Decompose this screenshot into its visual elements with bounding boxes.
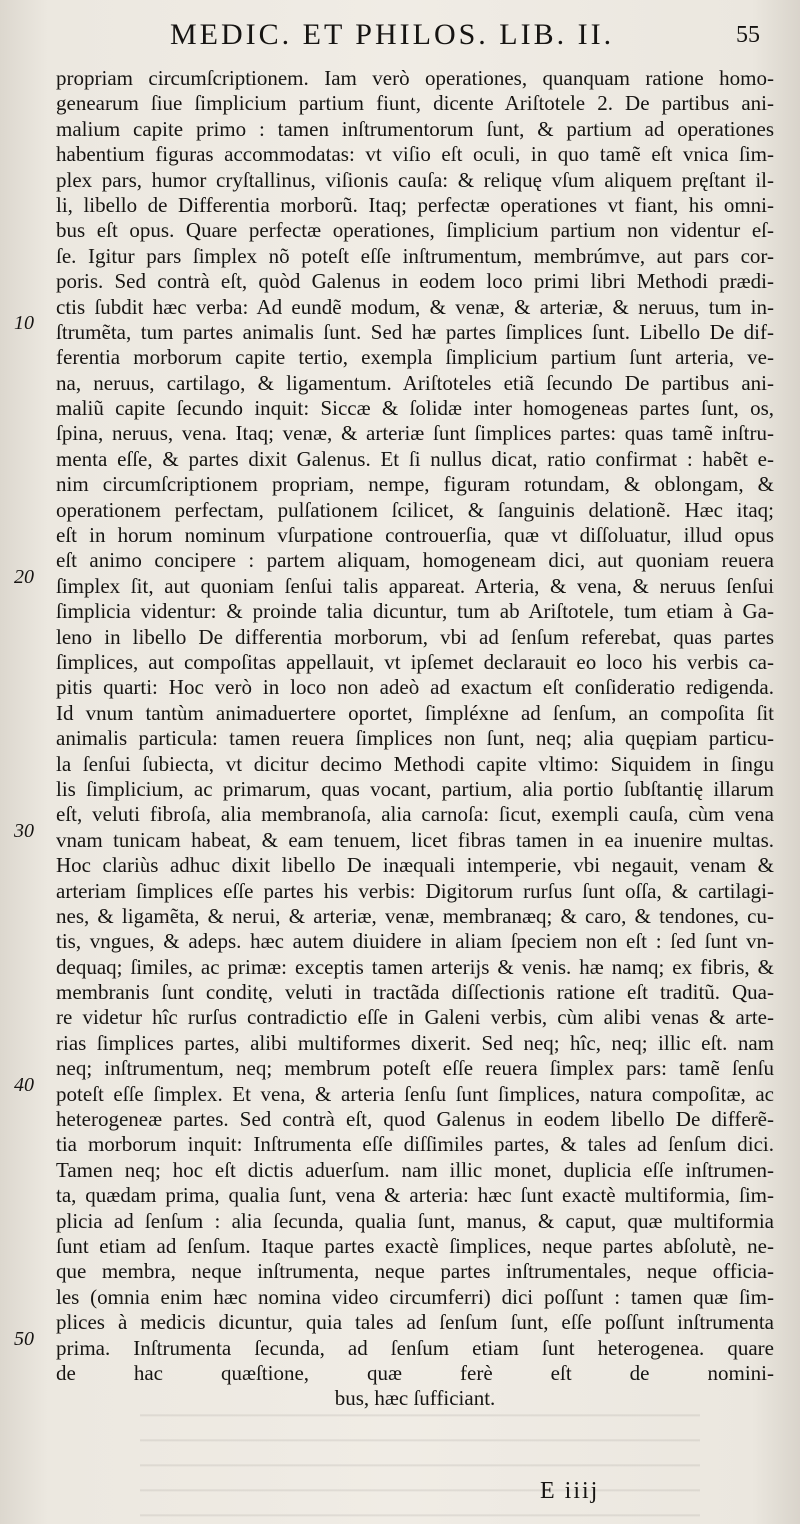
- text-line: plices à medicis dicuntur, quia tales ad ſenſum ſunt, eſſe poſſunt inſtrumenta: [56, 1310, 774, 1335]
- text-line: operationem perfectam, pulſationem ſcilicet, & ſanguinis delationẽ. Hæc itaq;: [56, 497, 774, 522]
- text-line: na, neruus, cartilago, & ligamentum. Ariſtoteles etiã ſecundo De partibus ani-: [56, 370, 774, 395]
- text-line: membranis ſunt conditę, veluti in tractãda diſſectionis ratione eſt traditũ. Qua-: [56, 980, 774, 1005]
- text-line: les (omnia enim hæc nomina video circumferri) dici poſſunt : tamen quæ ſim-: [56, 1284, 774, 1309]
- text-line: re videtur hîc rurſus contradictio eſſe in Galeni verbis, cùm alibi venas & arte-: [56, 1005, 774, 1030]
- text-line: bus eſt opus. Quare perfectæ operationes, ſimplicium partium non videntur eſ-: [56, 218, 774, 243]
- text-line: ſe. Igitur pars ſimplex nõ poteſt eſſe inſtrumentum, membrúmve, aut pars cor-: [56, 243, 774, 268]
- running-title: MEDIC. ET PHILOS. LIB. II.: [170, 18, 615, 51]
- text-line: Tamen neq; hoc eſt dictis aduerſum. nam illic monet, duplicia eſſe inſtrumen-: [56, 1157, 774, 1182]
- text-line: li, libello de Differentia morborũ. Itaq; perfectæ operationes vt fiant, his omni-: [56, 192, 774, 217]
- text-line: propriam circumſcriptionem. Iam verò operationes, quanquam ratione homo-: [56, 66, 774, 90]
- text-line: dequaq; ſimiles, ac primæ: exceptis tamen arterijs & venis. hæ namq; ex fibris, &: [56, 954, 774, 979]
- margin-line-number: 50: [14, 1328, 34, 1350]
- text-line: heterogeneæ partes. Sed contrà eſt, quod Galenus in eodem libello De differẽ-: [56, 1107, 774, 1132]
- text-line: Id vnum tantùm animaduertere oportet, ſimpléxne ad ſenſum, an compoſita ſit: [56, 700, 774, 725]
- margin-line-number: 30: [14, 820, 34, 842]
- text-line: nim circumſcriptionem propriam, nempe, figuram rotundam, & oblongam, &: [56, 472, 774, 497]
- text-line: plicia ad ſenſum : alia ſecunda, qualia ſunt, manus, & caput, quæ multiformia: [56, 1208, 774, 1233]
- text-line: Hoc clariùs adhuc dixit libello De inæquali intemperie, vbi negauit, venam &: [56, 853, 774, 878]
- text-line: tis, vngues, & adeps. hæc autem diuidere in aliam ſpeciem non eſt : ſed ſunt vn-: [56, 929, 774, 954]
- text-line: la ſenſui ſubiecta, vt dicitur decimo Methodi capite vltimo: Siquidem in ſingu: [56, 751, 774, 776]
- body-text: [56, 66, 774, 1462]
- text-line: ſimplices, aut compoſitas appellauit, vt ipſemet declarauit eo loco his verbis ca-: [56, 649, 774, 674]
- text-line: vnam tunicam habeat, & eam tenuem, licet fibras tamen in ea inuenire multas.: [56, 827, 774, 852]
- text-line: eſt animo concipere : partem aliquam, homogeneam dici, aut quoniam reuera: [56, 548, 774, 573]
- show-through-text: [140, 1400, 700, 1520]
- text-line: neq; inſtrumentum, neq; membrum poteſt eſſe reuera ſimplex pars: tamẽ ſenſu: [56, 1056, 774, 1081]
- text-line: malium capite primo : tamen inſtrumentorum ſunt, & partium ad operationes: [56, 116, 774, 141]
- text-line: ferentia morborum capite tertio, exempla ſimplicium partium ſunt arteria, ve-: [56, 345, 774, 370]
- margin-line-number: 10: [14, 312, 34, 334]
- text-line: ta, quædam prima, qualia ſunt, vena & arteria: hæc ſunt exactè multiformia, ſim-: [56, 1183, 774, 1208]
- text-line: de hac quæſtione, quæ ferè eſt de nomini-: [56, 1360, 774, 1385]
- text-line: tia morborum inquit: Inſtrumenta eſſe diſſimiles partes, & tales ad ſenſum dici.: [56, 1132, 774, 1157]
- text-line: lis ſimplicium, ac primarum, quas vocant, partium, alia portio ſubſtantię illarum: [56, 776, 774, 801]
- text-line: poris. Sed contrà eſt, quòd Galenus in eodem loco primi libri Methodi prædi-: [56, 269, 774, 294]
- text-line-closing: bus, hæc ſufficiant.: [334, 1386, 496, 1411]
- text-line: ſunt etiam ad ſenſum. Itaque partes exactè ſimplices, neque partes abſolutè, ne-: [56, 1233, 774, 1258]
- text-line: animalis particula: tamen reuera ſimplices non ſunt, neq; alia quępiam particu-: [56, 726, 774, 751]
- text-line: poteſt eſſe ſimplex. Et vena, & arteria ſenſu ſunt ſimplices, natura compoſitæ, ac: [56, 1081, 774, 1106]
- text-line: arteriam ſimplices eſſe partes his verbis: Digitorum rurſus ſunt oſſa, & cartilagi-: [56, 878, 774, 903]
- text-line: genearum ſiue ſimplicium partium fiunt, dicente Ariſtotele 2. De partibus ani-: [56, 91, 774, 116]
- text-line: nes, & ligamẽta, & nerui, & arteriæ, venæ, membranæq; & caro, & tendones, cu-: [56, 903, 774, 928]
- text-line: menta eſſe, & partes dixit Galenus. Et ſi nullus dicat, ratio confirmat : habẽt e-: [56, 446, 774, 471]
- text-line: eſt in horum nominum vſurpatione controuerſia, quæ vt diſſoluatur, illud opus: [56, 523, 774, 548]
- text-line: ſimplicia videntur: & proinde talia dicuntur, tum ab Ariſtotele, tum etiam à Ga-: [56, 599, 774, 624]
- text-line: eſt, veluti fibroſa, alia membranoſa, alia carnoſa: ſicut, exempli cauſa, cùm vena: [56, 802, 774, 827]
- text-line: ſtrumẽta, tum partes animalis ſunt. Sed hæ partes ſimplices ſunt. Libello De dif-: [56, 319, 774, 344]
- page-number: 55: [736, 22, 760, 48]
- margin-line-number: 40: [14, 1074, 34, 1096]
- text-line: rias ſimplices partes, alibi multiformes dixerit. Sed neq; hîc, neq; illic eſt. nam: [56, 1030, 774, 1055]
- text-line: plex pars, humor cryſtallinus, viſionis cauſa: & reliquę vſum aliquem pręſtant il-: [56, 167, 774, 192]
- text-line: ſpina, neruus, vena. Itaq; venæ, & arteriæ ſunt ſimplices partes: quas tamẽ inſtru-: [56, 421, 774, 446]
- text-line: habentium figuras accommodatas: vt viſio eſt oculi, in quo tamẽ eſt vnica ſim-: [56, 142, 774, 167]
- text-line: leno in libello De differentia morborum, vbi ad ſenſum referebat, quas partes: [56, 624, 774, 649]
- text-line: ſimplex ſit, aut quoniam ſenſui talis appareat. Arteria, & vena, & neruus ſenſui: [56, 573, 774, 598]
- text-line: prima. Inſtrumenta ſecunda, ad ſenſum etiam ſunt heterogenea. quare: [56, 1335, 774, 1360]
- signature-mark: E iiij: [540, 1478, 600, 1504]
- margin-line-number: 20: [14, 566, 34, 588]
- page-header: [170, 18, 760, 58]
- text-line: maliũ capite ſecundo inquit: Siccæ & ſolidæ inter homogeneas partes ſunt, os,: [56, 396, 774, 421]
- text-line: que membra, neque inſtrumenta, neque partes inſtrumentales, neque officia-: [56, 1259, 774, 1284]
- text-line: pitis quarti: Hoc verò in loco non adeò ad exactum eſt conſideratio redigenda.: [56, 675, 774, 700]
- text-line: ctis ſubdit hæc verba: Ad eundẽ modum, & venæ, & arteriæ, & neruus, tum in-: [56, 294, 774, 319]
